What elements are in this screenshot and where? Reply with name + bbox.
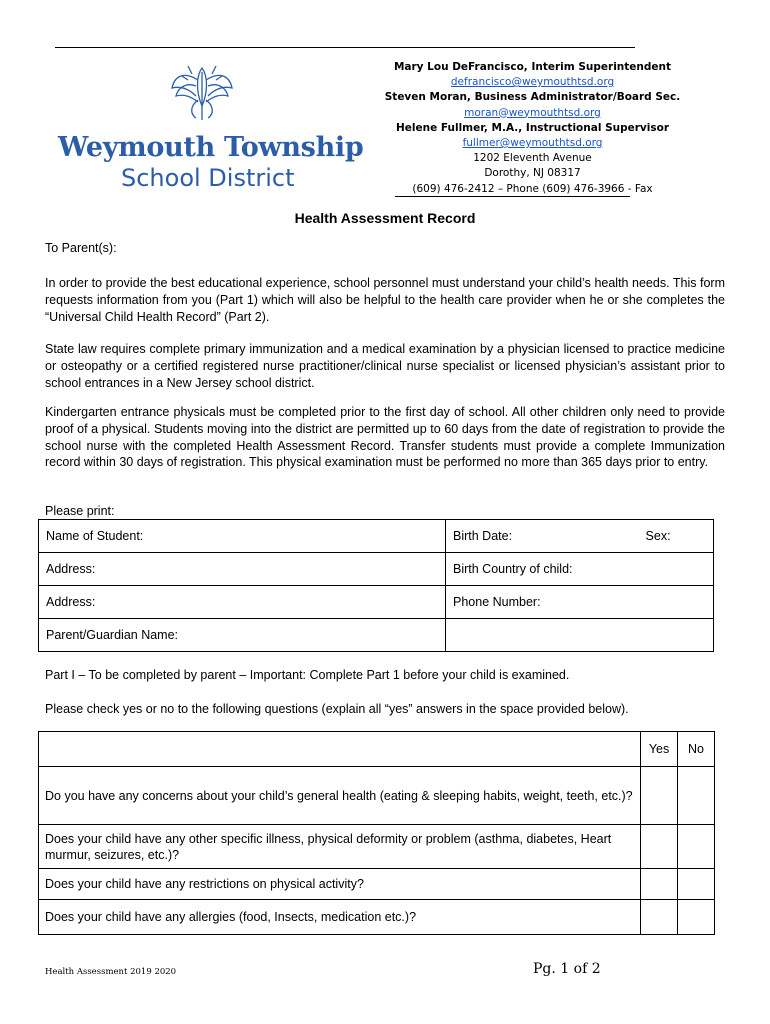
address-field-2[interactable]: Address: xyxy=(39,586,446,619)
no-checkbox-physical-restrictions[interactable] xyxy=(678,869,715,900)
yes-checkbox-allergies[interactable] xyxy=(641,900,678,935)
questions-header-blank xyxy=(39,732,641,767)
no-header: No xyxy=(678,732,715,767)
paragraph-state-law: State law requires complete primary immunization and a medical examination by a physician licensed to practice medicine or osteopathy or a certified registered nurse practitioner/clinical nurse specialist or licensed physician’s assistant prior to school entrances in a New Jersey school district. xyxy=(45,342,725,390)
page-number: Pg. 1 of 2 xyxy=(533,961,601,977)
student-info-table xyxy=(38,519,714,652)
contact-name-instructional-supervisor: Helene Fullmer, M.A., Instructional Supervisor xyxy=(395,121,670,134)
email-link-instructional-supervisor[interactable]: fullmer@weymouthtsd.org xyxy=(462,137,603,150)
district-subtitle: School District xyxy=(121,164,295,192)
check-instruction: Please check yes or no to the following questions (explain all “yes” answers in the space provided below). xyxy=(45,702,629,716)
parent-guardian-field[interactable]: Parent/Guardian Name: xyxy=(39,619,446,652)
header-top-rule xyxy=(55,47,635,48)
phone-number-field[interactable]: Phone Number: xyxy=(446,586,714,619)
no-checkbox-allergies[interactable] xyxy=(678,900,715,935)
city-state-zip: Dorothy, NJ 08317 xyxy=(484,167,581,180)
email-link-superintendent[interactable]: defrancisco@weymouthtsd.org xyxy=(450,76,615,89)
contact-block xyxy=(375,60,690,197)
empty-cell xyxy=(446,619,714,652)
district-name: Weymouth Township xyxy=(58,132,364,163)
yes-checkbox-general-health[interactable] xyxy=(641,767,678,825)
name-of-student-field[interactable]: Name of Student: xyxy=(39,520,446,553)
question-general-health: Do you have any concerns about your child’s general health (eating & sleeping habits, weight, teeth, etc.)? xyxy=(39,767,641,825)
no-checkbox-general-health[interactable] xyxy=(678,767,715,825)
page-title: Health Assessment Record xyxy=(294,210,476,226)
yes-checkbox-physical-restrictions[interactable] xyxy=(641,869,678,900)
question-illness: Does your child have any other specific illness, physical deformity or problem (asthma, diabetes, Heart murmur, seizures, etc.)? xyxy=(39,825,641,869)
phone-fax: (609) 476-2412 – Phone (609) 476-3966 - Fax xyxy=(412,182,653,195)
no-checkbox-illness[interactable] xyxy=(678,825,715,869)
paragraph-kindergarten: Kindergarten entrance physicals must be completed prior to the first day of school. All other children only need to provide proof of a physical. Students moving into the district are permitted up to 60 days from the date of registration to provide the school nurse with the completed Health Assessment Record. Transfer students must provide a complete Immunization record within 30 days of registration. This physical examination must be performed no more than 365 days prior to entry. xyxy=(45,405,725,470)
footer-document-name: Health Assessment 2019 2020 xyxy=(45,967,177,977)
email-link-business-admin[interactable]: moran@weymouthtsd.org xyxy=(464,106,601,119)
health-questions-table xyxy=(38,731,715,935)
greeting: To Parent(s): xyxy=(45,241,117,255)
contact-rule xyxy=(395,196,630,197)
question-physical-restrictions: Does your child have any restrictions on physical activity? xyxy=(39,869,641,900)
crest-emblem-icon xyxy=(168,62,236,124)
birth-date-label: Birth Date: xyxy=(453,529,513,543)
yes-header: Yes xyxy=(641,732,678,767)
sex-label: Sex: xyxy=(645,529,671,543)
contact-name-superintendent: Mary Lou DeFrancisco, Interim Superintendent xyxy=(393,61,672,73)
part1-note: Part I – To be completed by parent – Important: Complete Part 1 before your child is examined. xyxy=(45,668,570,682)
address-field-1[interactable]: Address: xyxy=(39,553,446,586)
birth-date-sex-field[interactable] xyxy=(446,520,714,553)
please-print-label: Please print: xyxy=(45,504,115,518)
paragraph-intro: In order to provide the best educational experience, school personnel must understand your child’s health needs. This form requests information from you (Part 1) which will also be helpful to the health care provider when he or she completes the “Universal Child Health Record” (Part 2). xyxy=(45,276,725,324)
contact-name-business-admin: Steven Moran, Business Administrator/Board Sec. xyxy=(384,91,681,104)
birth-country-field[interactable]: Birth Country of child: xyxy=(446,553,714,586)
yes-checkbox-illness[interactable] xyxy=(641,825,678,869)
street-address: 1202 Eleventh Avenue xyxy=(473,152,592,165)
question-allergies: Does your child have any allergies (food, Insects, medication etc.)? xyxy=(39,900,641,935)
